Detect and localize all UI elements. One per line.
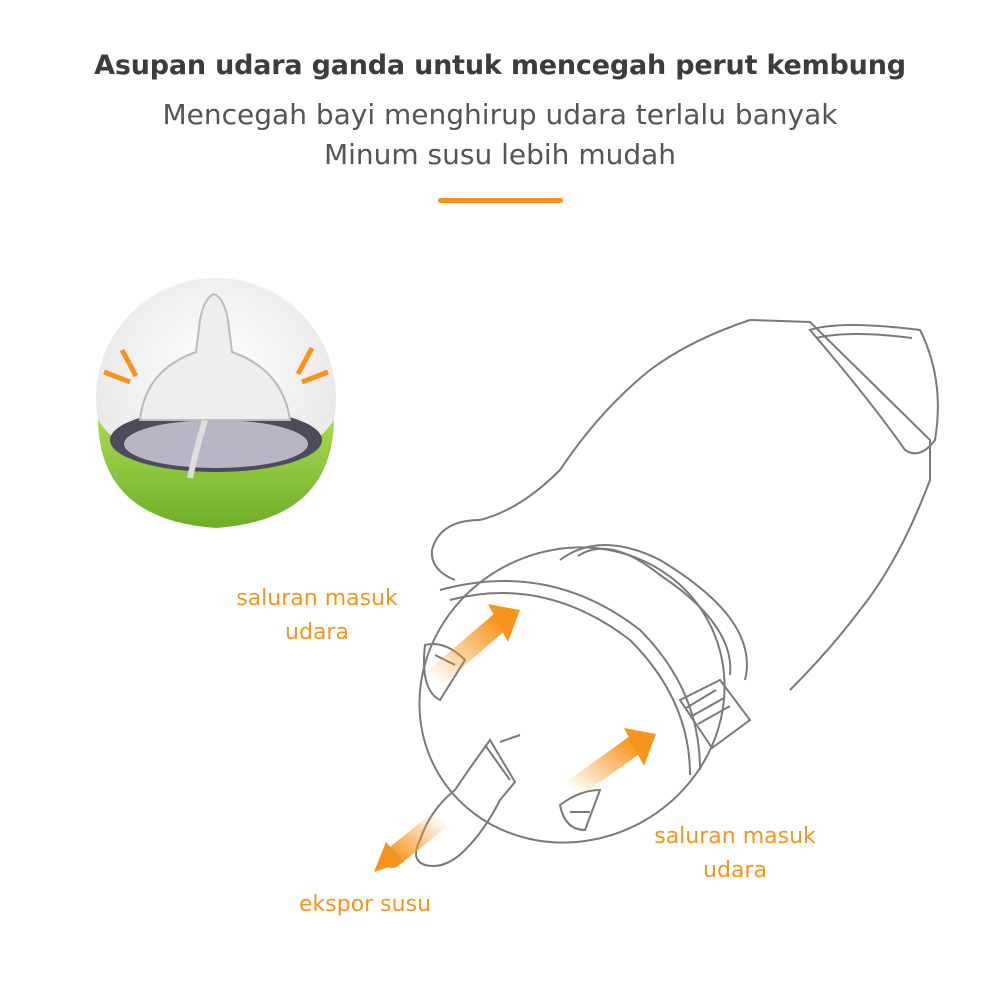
nipple-product-photo — [96, 278, 336, 528]
callout-line-2: udara — [285, 620, 349, 645]
callout-air-inlet-left — [232, 582, 402, 650]
air-inlet-arrow-right — [572, 728, 656, 790]
page-title: Asupan udara ganda untuk mencegah perut kembung — [94, 50, 906, 81]
callout-milk-out: ekspor susu — [298, 892, 431, 917]
subtitle-line-2: Minum susu lebih mudah — [323, 138, 677, 171]
callout-air-inlet-right — [640, 820, 830, 888]
milk-out-arrow — [374, 818, 442, 872]
callout-line-1: saluran masuk — [654, 824, 816, 849]
callout-line-2: udara — [703, 858, 767, 883]
subtitle-line-1: Mencegah bayi menghirup udara terlalu banyak — [162, 98, 838, 131]
air-inlet-arrow-left — [432, 604, 520, 680]
callout-line-1: saluran masuk — [236, 586, 398, 611]
bottle-outline — [365, 320, 938, 898]
